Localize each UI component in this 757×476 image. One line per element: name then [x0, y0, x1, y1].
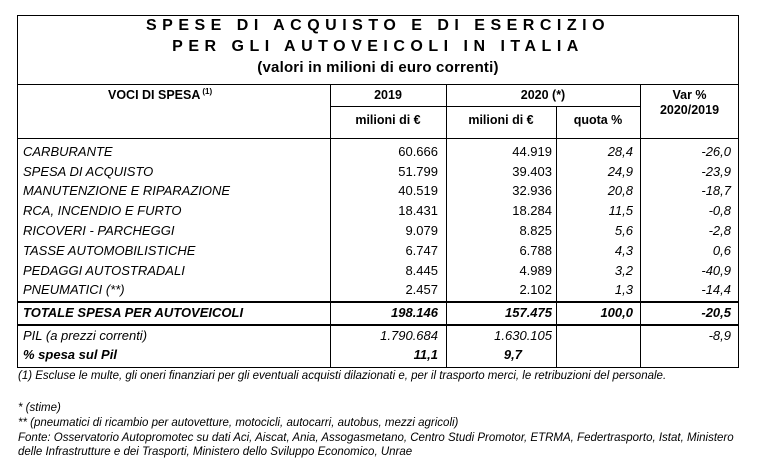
row-label: CARBURANTE [23, 144, 113, 159]
row-label: PEDAGGI AUTOSTRADALI [23, 263, 185, 278]
total-quota: 100,0 [600, 305, 633, 320]
row-label: RCA, INCENDIO E FURTO [23, 203, 182, 218]
pil-var: -8,9 [708, 328, 731, 343]
row-2020: 2.102 [519, 282, 552, 297]
row-2020: 39.403 [512, 164, 552, 179]
row-var: 0,6 [712, 243, 731, 258]
row-2020: 18.284 [512, 203, 552, 218]
year-divider [330, 106, 640, 107]
total-2020: 157.475 [505, 305, 552, 320]
row-2019: 18.431 [398, 203, 438, 218]
row-quota: 20,8 [607, 183, 633, 198]
pil-label: PIL (a prezzi correnti) [23, 328, 148, 343]
row-2020: 44.919 [512, 144, 552, 159]
row-label: SPESA DI ACQUISTO [23, 164, 154, 179]
header-voci-sup: (1) [202, 87, 213, 96]
row-2019: 51.799 [398, 164, 438, 179]
row-quota: 28,4 [607, 144, 633, 159]
row-2019: 40.519 [398, 183, 438, 198]
header-mil-2019: milioni di € [355, 113, 421, 127]
header-quota: quota % [573, 113, 623, 127]
total-2019: 198.146 [391, 305, 438, 320]
row-2020: 6.788 [519, 243, 552, 258]
spesa-pil-2020: 9,7 [503, 347, 522, 362]
row-var: -23,9 [701, 164, 731, 179]
total-top-divider [17, 301, 739, 303]
total-var: -20,5 [701, 305, 731, 320]
spesa-pil-2019: 11,1 [413, 347, 438, 362]
title-line-3: (valori in milioni di euro correnti) [257, 59, 499, 76]
header-2020: 2020 (*) [520, 88, 566, 102]
title-line-2: PER GLI AUTOVEICOLI IN ITALIA [172, 38, 584, 55]
row-quota: 24,9 [607, 164, 633, 179]
note-source: Fonte: Osservatorio Autopromotec su dati Aci, Aiscat, Ania, Assogasmetano, Centro Studi Promotor, ETRMA, Federtrasporto, Istat, Ministero delle Infrastrutture e dei Trasporti, Ministero dello Sviluppo Economico, Unrae [18, 432, 734, 458]
row-var: -40,9 [701, 263, 731, 278]
row-quota: 4,3 [614, 243, 633, 258]
total-bottom-divider [17, 324, 739, 326]
note-1: (1) Escluse le multe, gli oneri finanziari per gli eventuali acquisti dilazionati e, per il trasporto merci, le retribuzioni del personale. [18, 370, 667, 382]
row-quota: 5,6 [614, 223, 633, 238]
title-divider [17, 84, 739, 85]
header-voci-label: VOCI DI SPESA [108, 88, 201, 102]
header-var-1: Var % [672, 88, 707, 102]
row-2020: 8.825 [519, 223, 552, 238]
row-2020: 4.989 [519, 263, 552, 278]
total-label: TOTALE SPESA PER AUTOVEICOLI [23, 305, 244, 320]
header-divider [17, 138, 739, 139]
pil-2019: 1.790.684 [380, 328, 438, 343]
row-label: RICOVERI - PARCHEGGI [23, 223, 175, 238]
header-voci [108, 88, 212, 102]
header-mil-2020: milioni di € [468, 113, 534, 127]
row-2019: 60.666 [398, 144, 438, 159]
row-2019: 2.457 [405, 282, 438, 297]
row-var: -2,8 [708, 223, 731, 238]
row-2020: 32.936 [512, 183, 552, 198]
row-quota: 3,2 [614, 263, 633, 278]
row-label: PNEUMATICI (**) [23, 282, 125, 297]
row-quota: 1,3 [614, 282, 633, 297]
row-var: -18,7 [701, 183, 731, 198]
pil-2020: 1.630.105 [494, 328, 552, 343]
row-quota: 11,5 [608, 203, 633, 218]
row-label: TASSE AUTOMOBILISTICHE [23, 243, 196, 258]
row-2019: 6.747 [405, 243, 438, 258]
header-2019: 2019 [374, 88, 402, 102]
row-label: MANUTENZIONE E RIPARAZIONE [23, 183, 231, 198]
title-line-1: SPESE DI ACQUISTO E DI ESERCIZIO [145, 17, 611, 34]
row-var: -0,8 [708, 203, 731, 218]
spesa-pil-label: % spesa sul Pil [23, 347, 117, 362]
row-2019: 8.445 [405, 263, 438, 278]
row-var: -14,4 [701, 282, 731, 297]
header-var-2: 2020/2019 [659, 103, 720, 117]
row-var: -26,0 [701, 144, 731, 159]
row-2019: 9.079 [405, 223, 438, 238]
note-2: * (stime) [18, 402, 61, 414]
note-3: ** (pneumatici di ricambio per autovetture, motocicli, autocarri, autobus, mezzi agricoli) [18, 417, 459, 429]
